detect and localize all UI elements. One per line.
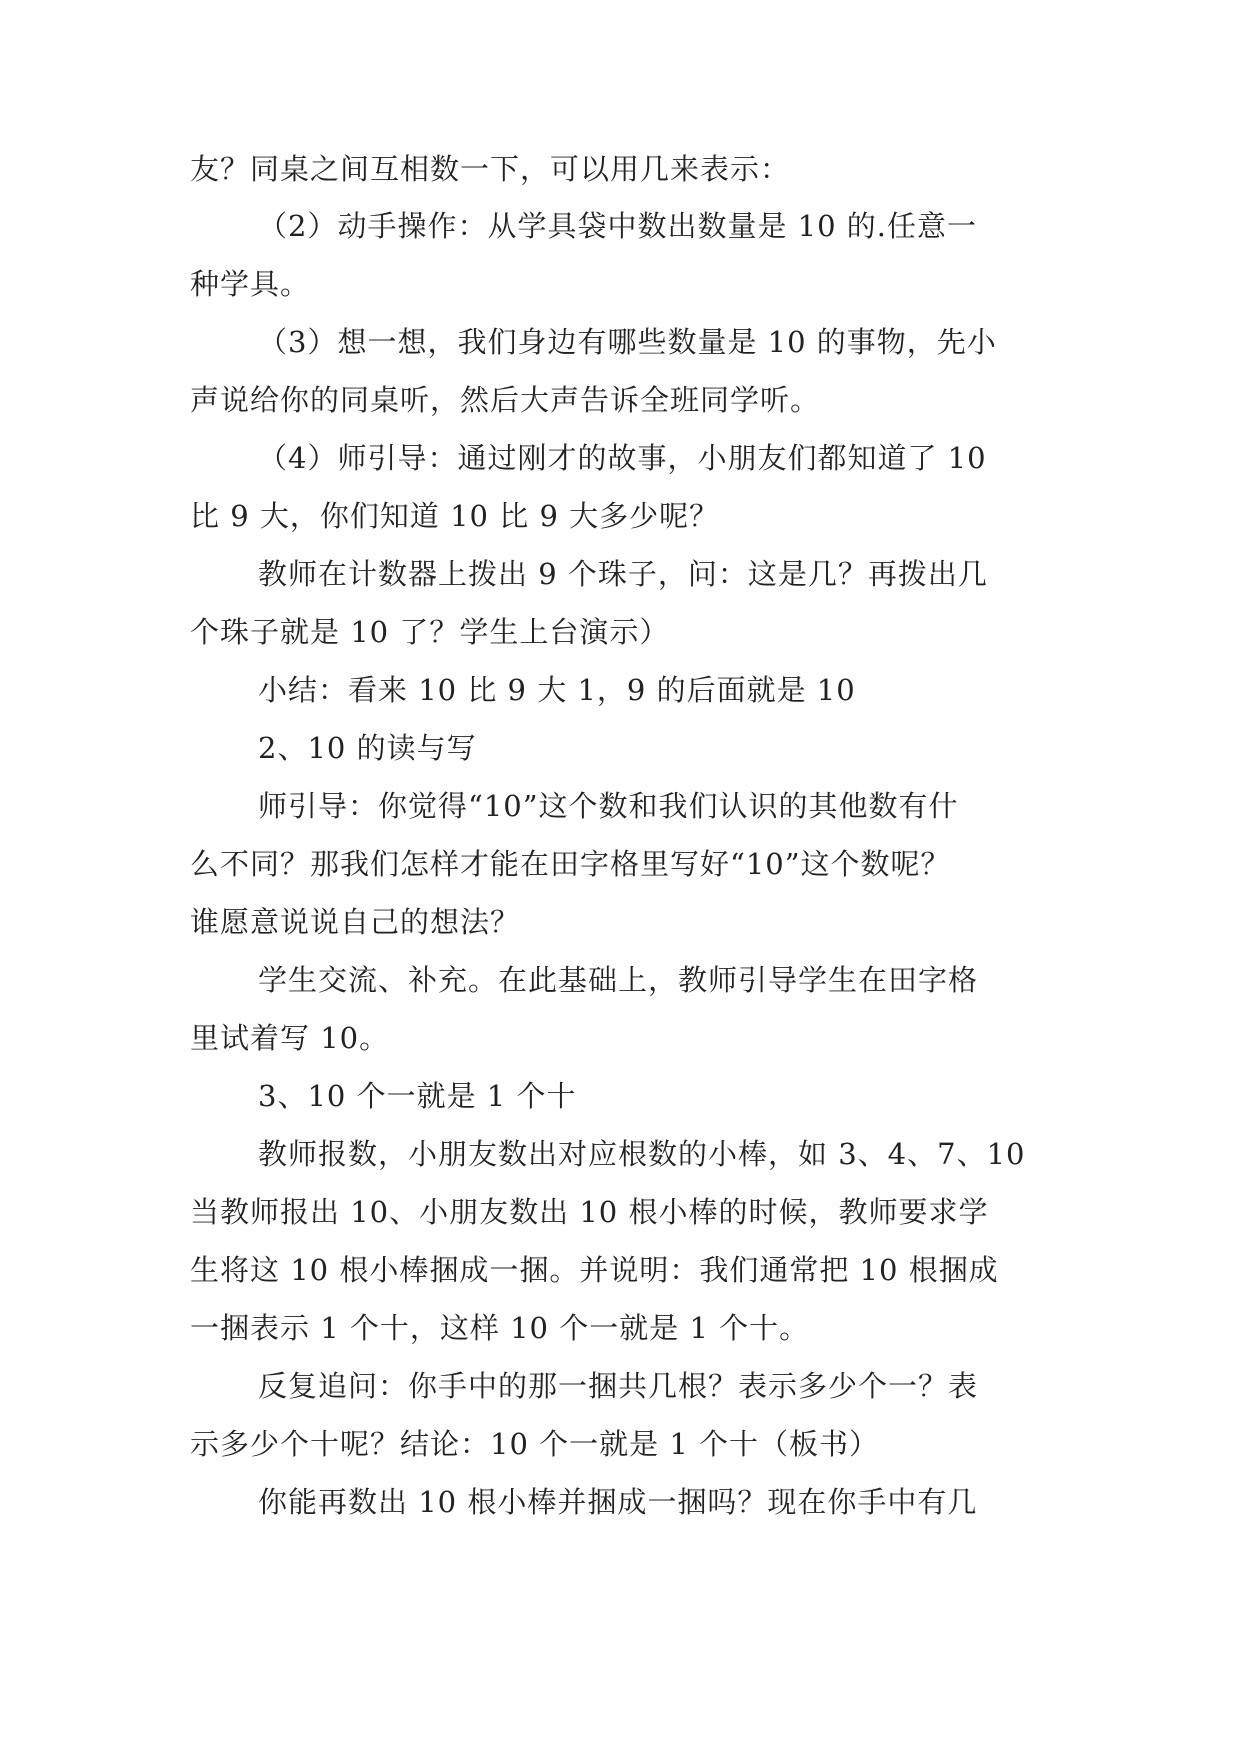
text-line: 生将这 10 根小棒捆成一捆。并说明：我们通常把 10 根捆成 xyxy=(190,1253,999,1287)
text-line: 个珠子就是 10 了？学生上台演示） xyxy=(190,615,670,649)
text-line: 教师在计数器上拨出 9 个珠子，问：这是几？再拨出几 xyxy=(258,557,988,591)
text-line: （3）想一想，我们身边有哪些数量是 10 的事物，先小 xyxy=(258,325,997,359)
text-line: 当教师报出 10、小朋友数出 10 根小棒的时候，教师要求学 xyxy=(190,1195,989,1229)
text-line: 种学具。 xyxy=(190,267,311,301)
text-line: 一捆表示 1 个十，这样 10 个一就是 1 个十。 xyxy=(190,1311,810,1345)
section-heading: 3、10 个一就是 1 个十 xyxy=(258,1079,577,1113)
text-line: 教师报数，小朋友数出对应根数的小棒，如 3、4、7、10 xyxy=(258,1137,1026,1171)
text-line: 声说给你的同桌听，然后大声告诉全班同学听。 xyxy=(190,383,821,417)
text-line: 谁愿意说说自己的想法？ xyxy=(190,905,521,939)
text-line: 里试着写 10。 xyxy=(190,1021,390,1055)
text-line: 你能再数出 10 根小棒并捆成一捆吗？现在你手中有几 xyxy=(258,1485,978,1519)
text-line: 小结：看来 10 比 9 大 1，9 的后面就是 10 xyxy=(258,673,856,707)
text-line: 示多少个十呢？结论：10 个一就是 1 个十（板书） xyxy=(190,1427,880,1461)
text-line: 友？同桌之间互相数一下，可以用几来表示： xyxy=(190,152,791,186)
text-line: 比 9 大，你们知道 10 比 9 大多少呢？ xyxy=(190,499,720,533)
text-line: （2）动手操作：从学具袋中数出数量是 10 的.任意一 xyxy=(258,209,978,243)
section-heading: 2、10 的读与写 xyxy=(258,731,477,765)
text-line: 学生交流、补充。在此基础上，教师引导学生在田字格 xyxy=(258,963,979,997)
text-line: 么不同？那我们怎样才能在田字格里写好“10”这个数呢？ xyxy=(190,847,951,881)
text-line: 反复追问：你手中的那一捆共几根？表示多少个一？表 xyxy=(258,1369,979,1403)
text-line: （4）师引导：通过刚才的故事，小朋友们都知道了 10 xyxy=(258,441,987,475)
text-line: 师引导：你觉得“10”这个数和我们认识的其他数有什 xyxy=(258,789,959,823)
